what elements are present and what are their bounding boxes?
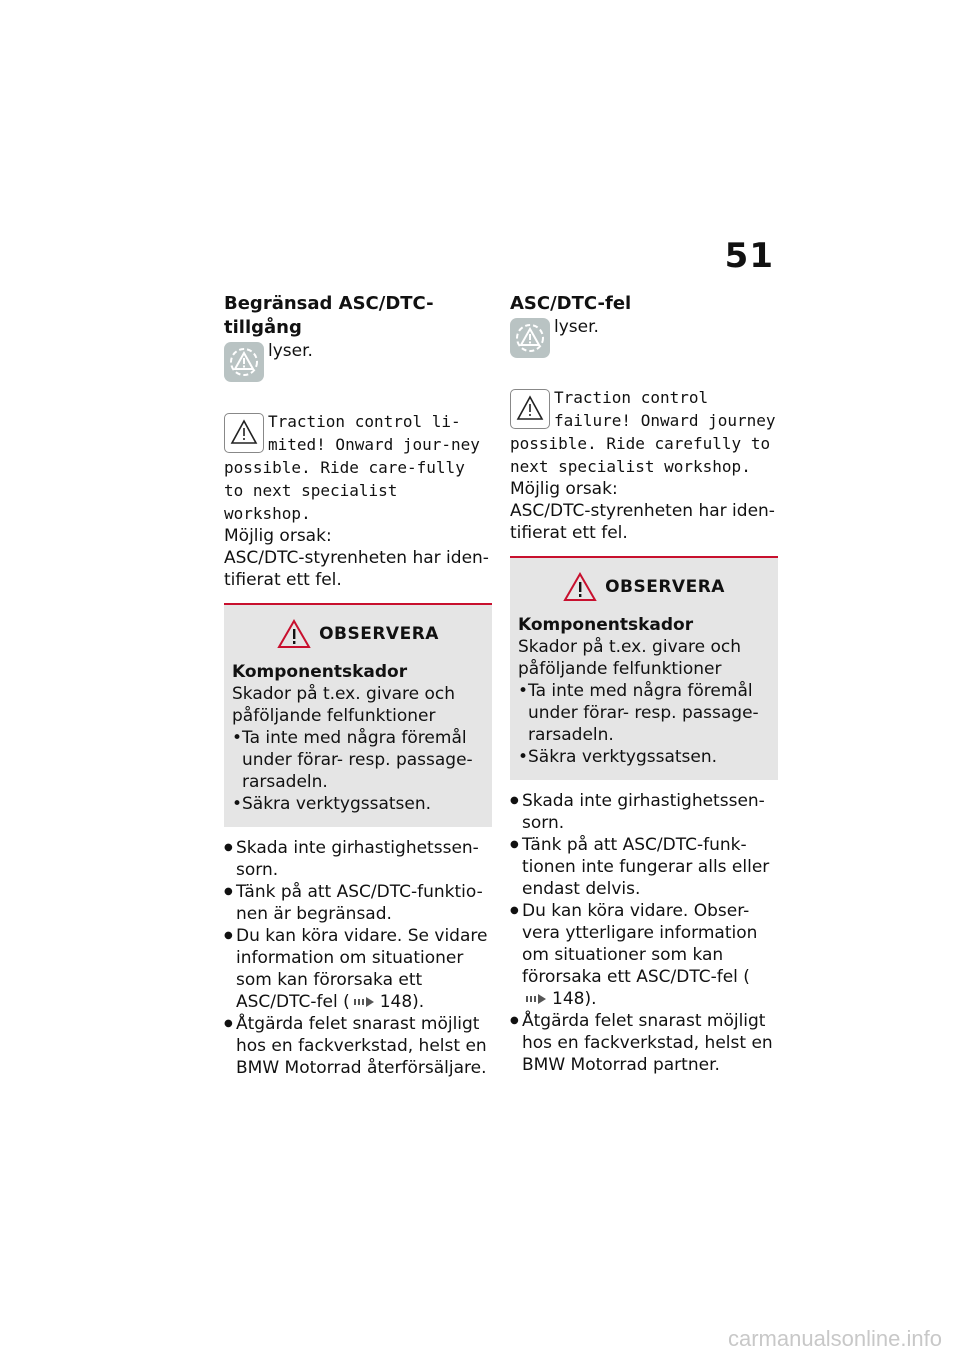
action-item: ● Skada inte girhastighetssen-sorn.	[510, 790, 778, 834]
action-item: ● Åtgärda felet snarast möjligt hos en fackverkstad, helst en BMW Motorrad partner.	[510, 1010, 778, 1076]
section-heading: ASC/DTC-fel	[510, 293, 632, 314]
page-reference[interactable]: 148).	[379, 992, 425, 1012]
indicator-status: lyser.	[268, 341, 313, 361]
warning-triangle-icon	[277, 619, 311, 649]
notice-list	[518, 680, 770, 768]
warning-triangle-icon	[510, 389, 550, 429]
notice-item: • Säkra verktygssatsen.	[232, 793, 484, 815]
asc-dtc-indicator-icon	[224, 342, 264, 382]
action-item: ● Du kan köra vidare. Se vidare information om situationer som kan förorsaka ett ASC/DTC-fel ( 148).	[224, 925, 492, 1013]
notice-item: • Säkra verktygssatsen.	[518, 746, 770, 768]
action-list	[224, 837, 492, 1079]
action-list	[510, 790, 778, 1076]
action-item: ● Tänk på att ASC/DTC-funk-tionen inte fungerar alls eller endast delvis.	[510, 834, 778, 900]
notice-box	[510, 556, 778, 780]
notice-item: • Ta inte med några föremål under förar- resp. passage-rarsadeln.	[518, 680, 770, 746]
watermark: carmanualsonline.info	[727, 1326, 942, 1351]
cause-text: ASC/DTC-styrenheten har iden-tifierat ett fel.	[224, 548, 489, 590]
tft-message	[510, 386, 778, 478]
page-number: 51	[724, 236, 774, 276]
action-item: ● Du kan köra vidare. Obser-vera ytterligare information om situationer som kan förorsaka ett ASC/DTC-fel (148).	[510, 900, 778, 1010]
xref-arrow-icon	[526, 992, 548, 1006]
cause-label: Möjlig orsak:	[224, 526, 332, 546]
notice-box	[224, 603, 492, 827]
notice-title: OBSERVERA	[605, 577, 725, 597]
notice-text: Skador på t.ex. givare och påföljande felfunktioner	[232, 684, 456, 726]
page-reference[interactable]: 148).	[552, 989, 597, 1009]
notice-list	[232, 727, 484, 815]
xref-arrow-icon	[354, 995, 376, 1009]
action-item: ● Åtgärda felet snarast möjligt hos en fackverkstad, helst en BMW Motorrad återförsäljare.	[224, 1013, 492, 1079]
notice-header	[518, 572, 770, 602]
tft-message	[224, 410, 492, 525]
notice-header	[232, 619, 484, 649]
left-column	[224, 292, 492, 1079]
cause-text: ASC/DTC-styrenheten har iden-tifierat ett fel.	[510, 501, 775, 543]
asc-dtc-indicator-icon	[510, 318, 550, 358]
warning-triangle-icon	[224, 413, 264, 453]
action-item: ● Skada inte girhastighetssen-sorn.	[224, 837, 492, 881]
notice-title: OBSERVERA	[319, 624, 439, 644]
tft-message-text: Traction control failure! Onward journey possible. Ride carefully to next specialist workshop.	[510, 388, 776, 476]
indicator-row	[224, 340, 492, 410]
notice-subtitle: Komponentskador	[232, 662, 408, 682]
notice-text: Skador på t.ex. givare och påföljande felfunktioner	[518, 637, 742, 679]
warning-triangle-icon	[563, 572, 597, 602]
notice-subtitle: Komponentskador	[518, 615, 694, 635]
indicator-status: lyser.	[554, 317, 599, 337]
notice-item: • Ta inte med några föremål under förar- resp. passage-rarsadeln.	[232, 727, 484, 793]
tft-message-text: Traction control li-mited! Onward jour-ney possible. Ride care-fully to next specialist workshop.	[224, 412, 480, 523]
section-heading: Begränsad ASC/DTC-tillgång	[224, 293, 434, 338]
indicator-row	[510, 316, 778, 386]
action-item: ● Tänk på att ASC/DTC-funktio-nen är begränsad.	[224, 881, 492, 925]
right-column	[510, 292, 778, 1076]
cause-label: Möjlig orsak:	[510, 479, 618, 499]
